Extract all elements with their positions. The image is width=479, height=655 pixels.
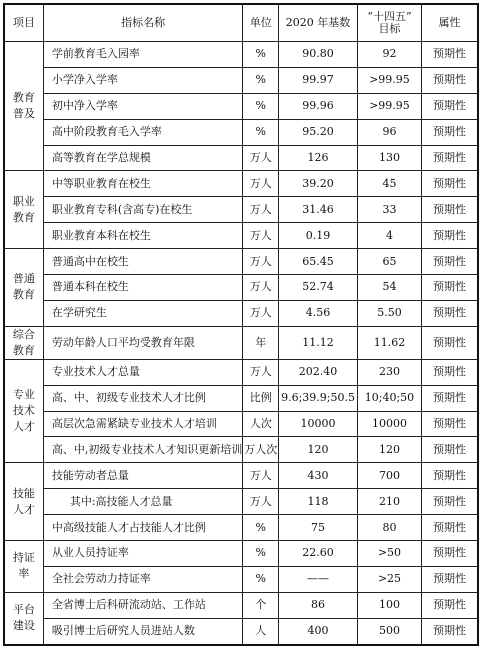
base-value-cell: 90.80 <box>279 42 358 68</box>
table-row <box>4 67 478 93</box>
base-value-cell: 31.46 <box>279 197 358 223</box>
header-unit: 单位 <box>243 4 279 42</box>
attribute-cell: 预期性 <box>421 119 478 145</box>
target-value-cell: 100 <box>357 592 421 618</box>
group-label-text: 教育普及 <box>12 91 35 121</box>
table-row <box>4 326 478 359</box>
indicator-name: 全省博士后科研流动站、工作站 <box>43 592 243 618</box>
attribute-cell: 预期性 <box>421 566 478 592</box>
base-value-cell: 95.20 <box>279 119 358 145</box>
attribute-cell: 预期性 <box>421 515 478 541</box>
unit-cell: 人 <box>243 618 279 644</box>
attribute-cell: 预期性 <box>421 541 478 567</box>
unit-cell: 万人 <box>243 489 279 515</box>
base-value-cell: 0.19 <box>279 223 358 249</box>
unit-cell: 万人 <box>243 223 279 249</box>
header-target-line1: “十四五” <box>367 10 412 23</box>
table-row <box>4 42 478 68</box>
indicator-name: 中等职业教育在校生 <box>43 171 243 197</box>
header-target-line2: 目标 <box>378 22 401 35</box>
base-value-cell: 400 <box>279 618 358 644</box>
base-value-cell: 86 <box>279 592 358 618</box>
target-value-cell: 500 <box>357 618 421 644</box>
base-value-cell: 52.74 <box>279 275 358 301</box>
indicator-name: 普通本科在校生 <box>43 275 243 301</box>
target-value-cell: >25 <box>357 566 421 592</box>
indicator-name: 职业教育专科(含高专)在校生 <box>43 197 243 223</box>
table-row <box>4 618 478 644</box>
unit-cell: 万人 <box>243 359 279 385</box>
table-body <box>4 42 478 645</box>
table-header-row <box>4 4 478 42</box>
attribute-cell: 预期性 <box>421 359 478 385</box>
attribute-cell: 预期性 <box>421 489 478 515</box>
table-row <box>4 359 478 385</box>
table-row <box>4 566 478 592</box>
target-value-cell: 92 <box>357 42 421 68</box>
table-row <box>4 249 478 275</box>
attribute-cell: 预期性 <box>421 592 478 618</box>
base-value-cell: 75 <box>279 515 358 541</box>
unit-cell: 万人 <box>243 171 279 197</box>
group-label-text: 综合教育 <box>12 327 35 357</box>
target-value-cell: 130 <box>357 145 421 171</box>
indicator-name: 小学净入学率 <box>43 67 243 93</box>
target-value-cell: 11.62 <box>357 326 421 359</box>
base-value-cell: 65.45 <box>279 249 358 275</box>
unit-cell: 万人 <box>243 300 279 326</box>
group-label <box>4 326 43 359</box>
table-row <box>4 411 478 437</box>
target-value-cell: 45 <box>357 171 421 197</box>
table-row <box>4 541 478 567</box>
table-row <box>4 385 478 411</box>
attribute-cell: 预期性 <box>421 42 478 68</box>
indicator-name: 从业人员持证率 <box>43 541 243 567</box>
group-label-text: 技能人才 <box>12 486 35 516</box>
indicator-table <box>3 3 479 646</box>
indicator-name: 高等教育在学总规模 <box>43 145 243 171</box>
attribute-cell: 预期性 <box>421 326 478 359</box>
table-row <box>4 489 478 515</box>
header-attr: 属性 <box>421 4 478 42</box>
group-label-text: 职业教育 <box>12 194 35 224</box>
target-value-cell: >99.95 <box>357 67 421 93</box>
attribute-cell: 预期性 <box>421 249 478 275</box>
attribute-cell: 预期性 <box>421 437 478 463</box>
indicator-name: 技能劳动者总量 <box>43 463 243 489</box>
base-value-cell: 39.20 <box>279 171 358 197</box>
target-value-cell: >99.95 <box>357 93 421 119</box>
unit-cell: % <box>243 566 279 592</box>
table-row <box>4 145 478 171</box>
indicator-name: 高、中,初级专业技术人才知识更新培训 <box>43 437 243 463</box>
group-label <box>4 359 43 463</box>
target-value-cell: 54 <box>357 275 421 301</box>
attribute-cell: 预期性 <box>421 618 478 644</box>
base-value-cell: —— <box>279 566 358 592</box>
header-group: 项目 <box>4 4 43 42</box>
table-row <box>4 197 478 223</box>
base-value-cell: 9.6;39.9;50.5 <box>279 385 358 411</box>
base-value-cell: 11.12 <box>279 326 358 359</box>
attribute-cell: 预期性 <box>421 197 478 223</box>
unit-cell: % <box>243 93 279 119</box>
attribute-cell: 预期性 <box>421 411 478 437</box>
indicator-table-container <box>3 3 479 646</box>
attribute-cell: 预期性 <box>421 385 478 411</box>
target-value-cell: 80 <box>357 515 421 541</box>
attribute-cell: 预期性 <box>421 300 478 326</box>
indicator-name: 职业教育本科在校生 <box>43 223 243 249</box>
base-value-cell: 22.60 <box>279 541 358 567</box>
indicator-name: 高、中、初级专业技术人才比例 <box>43 385 243 411</box>
header-target <box>357 4 421 42</box>
unit-cell: % <box>243 119 279 145</box>
base-value-cell: 120 <box>279 437 358 463</box>
unit-cell: % <box>243 541 279 567</box>
unit-cell: 万人 <box>243 249 279 275</box>
unit-cell: 年 <box>243 326 279 359</box>
base-value-cell: 10000 <box>279 411 358 437</box>
unit-cell: 万人 <box>243 145 279 171</box>
indicator-name: 高层次急需紧缺专业技术人才培训 <box>43 411 243 437</box>
indicator-name: 初中净入学率 <box>43 93 243 119</box>
indicator-name: 劳动年龄人口平均受教育年限 <box>43 326 243 359</box>
table-row <box>4 223 478 249</box>
table-row <box>4 275 478 301</box>
unit-cell: 万人 <box>243 197 279 223</box>
table-row <box>4 300 478 326</box>
table-row <box>4 515 478 541</box>
attribute-cell: 预期性 <box>421 275 478 301</box>
group-label <box>4 42 43 171</box>
group-label-text: 持证率 <box>12 551 35 581</box>
table-row <box>4 592 478 618</box>
base-value-cell: 99.97 <box>279 67 358 93</box>
unit-cell: 万人 <box>243 463 279 489</box>
group-label <box>4 249 43 327</box>
target-value-cell: 210 <box>357 489 421 515</box>
target-value-cell: 5.50 <box>357 300 421 326</box>
group-label-text: 平台建设 <box>12 603 35 633</box>
target-value-cell: 700 <box>357 463 421 489</box>
unit-cell: 万人次 <box>243 437 279 463</box>
target-value-cell: 10;40;50 <box>357 385 421 411</box>
indicator-name: 高中阶段教育毛入学率 <box>43 119 243 145</box>
unit-cell: % <box>243 67 279 93</box>
table-row <box>4 93 478 119</box>
table-row <box>4 437 478 463</box>
base-value-cell: 202.40 <box>279 359 358 385</box>
base-value-cell: 99.96 <box>279 93 358 119</box>
group-label <box>4 463 43 541</box>
target-value-cell: 10000 <box>357 411 421 437</box>
indicator-name: 全社会劳动力持证率 <box>43 566 243 592</box>
indicator-name: 吸引博士后研究人员进站人数 <box>43 618 243 644</box>
indicator-name: 普通高中在校生 <box>43 249 243 275</box>
target-value-cell: 120 <box>357 437 421 463</box>
indicator-name: 专业技术人才总量 <box>43 359 243 385</box>
indicator-name: 在学研究生 <box>43 300 243 326</box>
table-row <box>4 463 478 489</box>
table-row <box>4 171 478 197</box>
target-value-cell: 4 <box>357 223 421 249</box>
base-value-cell: 118 <box>279 489 358 515</box>
target-value-cell: 65 <box>357 249 421 275</box>
header-name: 指标名称 <box>43 4 243 42</box>
target-value-cell: 33 <box>357 197 421 223</box>
group-label <box>4 171 43 249</box>
unit-cell: % <box>243 42 279 68</box>
attribute-cell: 预期性 <box>421 463 478 489</box>
attribute-cell: 预期性 <box>421 67 478 93</box>
base-value-cell: 4.56 <box>279 300 358 326</box>
indicator-name: 中高级技能人才占技能人才比例 <box>43 515 243 541</box>
base-value-cell: 430 <box>279 463 358 489</box>
target-value-cell: 230 <box>357 359 421 385</box>
attribute-cell: 预期性 <box>421 171 478 197</box>
group-label-text: 专业技术人才 <box>12 388 35 434</box>
attribute-cell: 预期性 <box>421 223 478 249</box>
unit-cell: 万人 <box>243 275 279 301</box>
attribute-cell: 预期性 <box>421 93 478 119</box>
unit-cell: 个 <box>243 592 279 618</box>
unit-cell: 比例 <box>243 385 279 411</box>
table-row <box>4 119 478 145</box>
header-base: 2020 年基数 <box>279 4 358 42</box>
target-value-cell: 96 <box>357 119 421 145</box>
indicator-name: 学前教育毛入园率 <box>43 42 243 68</box>
base-value-cell: 126 <box>279 145 358 171</box>
unit-cell: % <box>243 515 279 541</box>
attribute-cell: 预期性 <box>421 145 478 171</box>
group-label <box>4 592 43 644</box>
group-label <box>4 541 43 593</box>
group-label-text: 普通教育 <box>12 272 35 302</box>
unit-cell: 人次 <box>243 411 279 437</box>
target-value-cell: >50 <box>357 541 421 567</box>
indicator-name: 其中:高技能人才总量 <box>43 489 243 515</box>
